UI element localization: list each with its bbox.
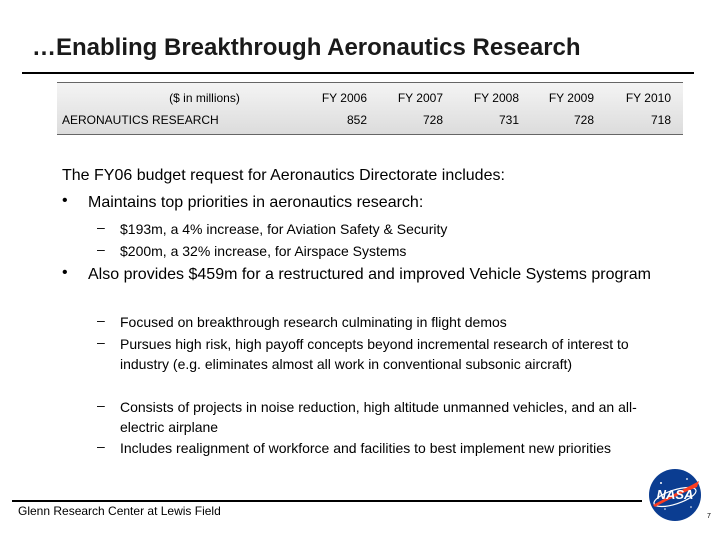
sub-bullet-text: Pursues high risk, high payoff concepts beyond incremental research of interest to industry (e.g. eliminates almost all work in conventional subsonic aircraft) [120,336,629,372]
intro-text: The FY06 budget request for Aeronautics Directorate includes: [62,167,505,184]
sub-bullet-text: $200m, a 32% increase, for Airspace Systems [120,243,407,259]
logo-wordmark: NASA [656,487,694,502]
nasa-logo-icon [647,467,703,523]
footer-divider [12,500,642,502]
budget-units: ($ in millions) [169,91,240,105]
sub-bullet-text: Focused on breakthrough research culminating in flight demos [120,314,507,330]
budget-value: 852 [346,113,367,127]
dash-marker: – [97,334,105,350]
budget-value: 728 [422,113,443,127]
page-number: 7 [707,513,711,520]
logo-star [660,482,662,484]
year-header: FY 2009 [548,91,594,105]
dash-marker: – [97,312,105,328]
year-header: FY 2010 [625,91,671,105]
sub-bullet-text: Includes realignment of workforce and facilities to best implement new priorities [120,440,612,456]
budget-value: 731 [498,113,519,127]
slide-title: …Enabling Breakthrough Aeronautics Research [32,34,581,61]
title-divider [22,72,694,74]
dash-marker: – [97,241,105,257]
bullet-text: Maintains top priorities in aeronautics research: [88,194,424,211]
dash-marker: – [97,438,105,454]
sub-bullet-text: Consists of projects in noise reduction, high altitude unmanned vehicles, and an all-electric airplane [120,399,637,435]
budget-row-label: AERONAUTICS RESEARCH [62,113,219,127]
year-header: FY 2007 [397,91,443,105]
bullet-text: Also provides $459m for a restructured and improved Vehicle Systems program [88,266,651,283]
footer-text: Glenn Research Center at Lewis Field [18,504,221,518]
year-header: FY 2008 [473,91,519,105]
dash-marker: – [97,397,105,413]
budget-value: 728 [573,113,594,127]
year-header: FY 2006 [321,91,367,105]
budget-table [57,82,683,135]
logo-star [690,506,692,508]
logo-star [686,478,688,480]
budget-value: 718 [650,113,671,127]
logo-star [664,508,666,510]
bullet-marker: • [62,264,68,281]
dash-marker: – [97,219,105,235]
sub-bullet-text: $193m, a 4% increase, for Aviation Safety & Security [120,221,448,237]
bullet-marker: • [62,192,68,209]
